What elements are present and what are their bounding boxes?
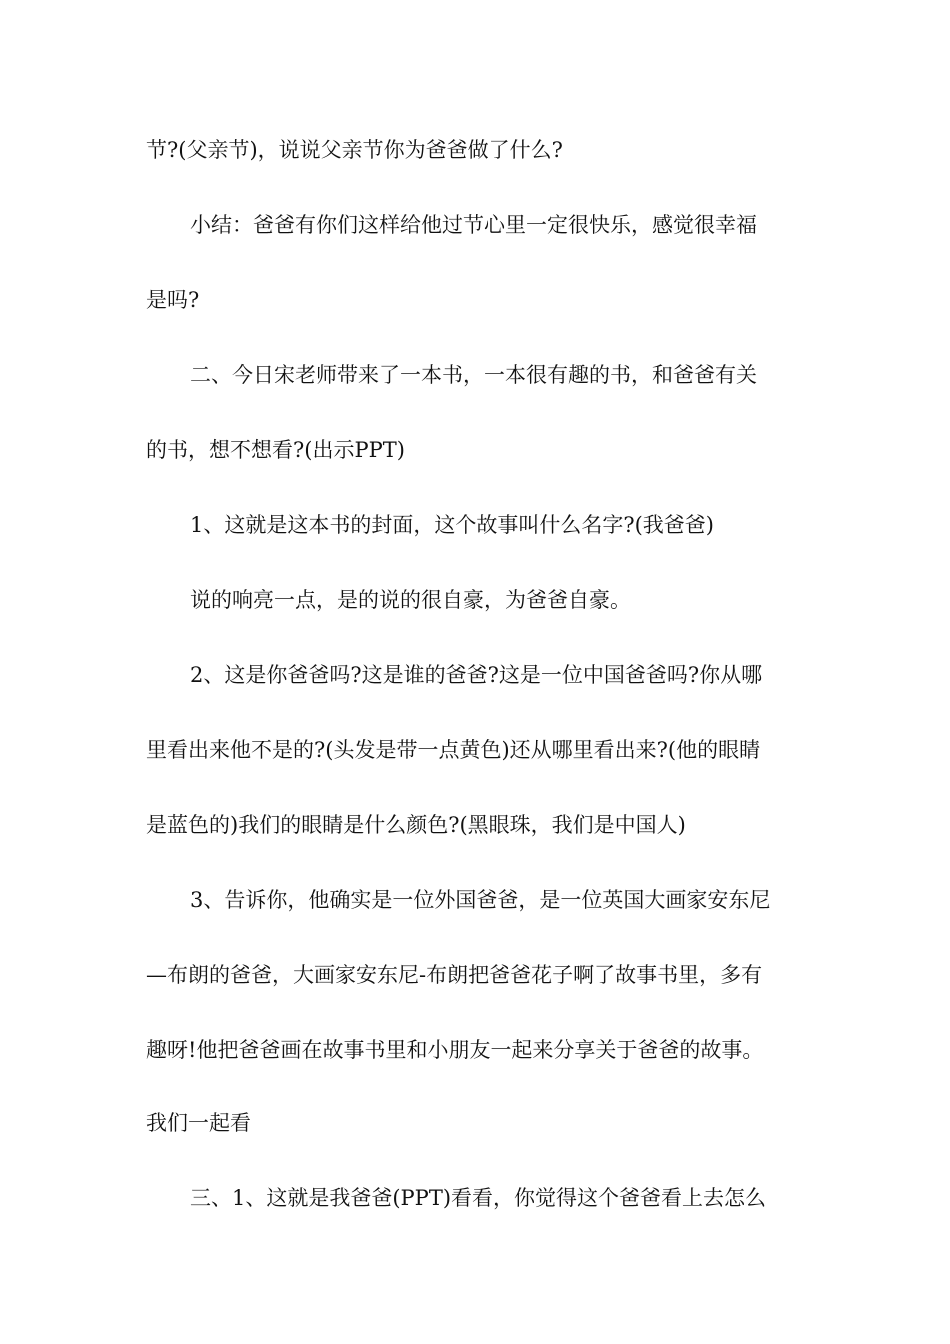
paragraph-line: 二、今日宋老师带来了一本书，一本很有趣的书，和爸爸有关 [190,363,757,387]
paragraph-line: 1、这就是这本书的封面，这个故事叫什么名字?(我爸爸) [190,513,715,537]
paragraph-line: 是蓝色的)我们的眼睛是什么颜色?(黑眼珠，我们是中国人) [146,813,686,837]
paragraph-line: 我们一起看 [146,1111,251,1135]
paragraph-line: 小结：爸爸有你们这样给他过节心里一定很快乐，感觉很幸福 [190,213,757,237]
paragraph-line: 3、告诉你，他确实是一位外国爸爸，是一位英国大画家安东尼 [190,888,771,912]
paragraph-line: 三、1、这就是我爸爸(PPT)看看，你觉得这个爸爸看上去怎么 [190,1186,767,1210]
paragraph-line: 趣呀!他把爸爸画在故事书里和小朋友一起来分享关于爸爸的故事。 [146,1038,764,1062]
paragraph-line: —布朗的爸爸，大画家安东尼-布朗把爸爸花子啊了故事书里，多有 [146,963,763,987]
paragraph-line: 2、这是你爸爸吗?这是谁的爸爸?这是一位中国爸爸吗?你从哪 [190,663,763,687]
paragraph-line: 是吗? [146,288,200,312]
paragraph-line: 节?(父亲节)，说说父亲节你为爸爸做了什么? [146,138,563,162]
paragraph-line: 里看出来他不是的?(头发是带一点黄色)还从哪里看出来?(他的眼睛 [146,738,761,762]
paragraph-line: 说的响亮一点，是的说的很自豪，为爸爸自豪。 [190,588,631,612]
paragraph-line: 的书，想不想看?(出示PPT) [146,438,405,462]
